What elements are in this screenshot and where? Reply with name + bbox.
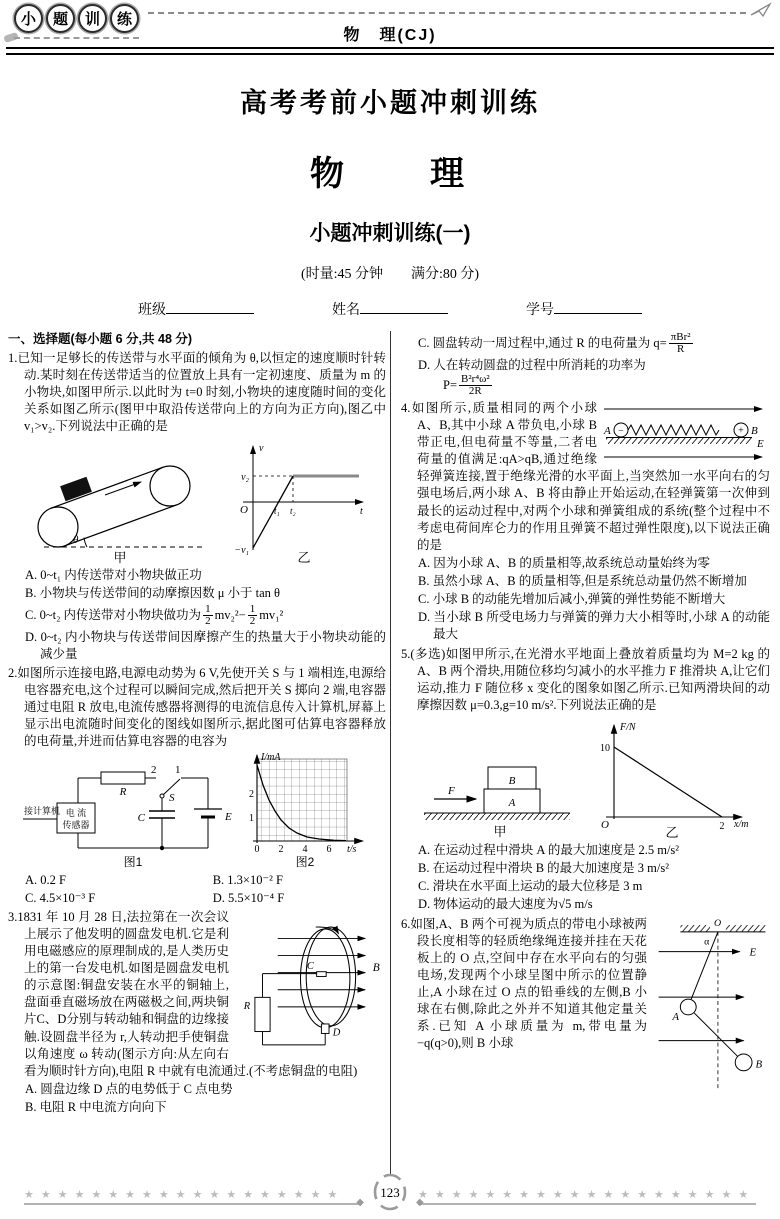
stacked-blocks-figure [412,717,580,839]
q4-text: A − + B E 4.如图所示,质量相同的两个小球 A、B,其中小球 A 带负电,小球 B 带正电,但电荷量不等量,二者电荷量的值满足:qA>qB,通过绝缘轻弹簧连接,置于绝缘光滑的水平面上,当突然加一水平向右的匀强电场后,两小球 A、B 将由静止开始运动,在轻弹簧第一次伸到最长的运动过程中,对两个小球和弹簧组成的系统(整个过程中不考虑电荷间库仑力的作用且弹簧不超过弹性限度),以下说法正确的是 [401,400,770,552]
section-heading: 一、选择题(每小题 6 分,共 48 分) [8,331,193,346]
q5-option-d: D. 物体运动的最大速度为√5 m/s [418,897,593,912]
header-dashed-line [148,12,746,14]
discharge-current-graph [239,753,371,869]
class-blank [166,300,254,314]
contact-c-label: C [306,960,314,972]
i-axis-label: I/mA [261,753,281,764]
disk-generator-figure [234,911,386,1059]
q5-text: 5.(多选)如图甲所示,在光滑水平地面上叠放着质量均为 M=2 kg 的 A、B 两个滑块,用随位移均匀减小的水平推力 F 推滑块 A,让它们运动,推力 F 随位移 x 变化的图象如图乙所示.已知两滑块间的动摩擦因数 μ=0.3,g=10 m/s².下列说法正确的是 [401,646,770,712]
q4-option-a: A. 因为小球 A、B 的质量相等,故系统总动量始终为零 [418,555,711,570]
logo-char: 练 [110,4,139,33]
diamond-icon: ◆ [416,1197,424,1208]
x-axis-label: x/m [734,819,749,831]
q5-option-a: A. 在运动过程中滑块 A 的最大加速度是 2.5 m/s² [418,843,680,858]
y-tick-10: 10 [600,743,610,755]
question-5 [401,646,770,914]
q5-option-b: B. 在运动过程中滑块 B 的最大加速度是 3 m/s² [418,861,669,876]
v2-label: v₂ [241,472,249,484]
resistor-label: R [119,786,127,799]
page-header [0,0,780,47]
logo-char: 题 [46,4,75,33]
q3-option-d: D. 人在转动圆盘的过程中所消耗的功率为 P= $\frac{\text{B²r⁴ω²}}{2R}$ [418,357,646,398]
x-tick-0: 0 [254,844,260,856]
q5-figures [401,717,770,839]
q6-text: O α A B E 6.如图,A、B 两个可视为质点的带电小球被两段长度相等的轻质绝缘绳连接并挂在天花板上的 O 点,空间中存在水平向右的匀强电场,发现两个小球呈图中所示的位置静止,A 小球在过 O 点的铅垂线的左侧,B 小球在右侧,除此之外并不知道其他定量关系.已知 A 小球质量为 m,带电量为 −q(q>0),则 B 小球 [401,916,770,1053]
doc-meta: (时量:45 分钟 满分:80 分) [300,266,480,282]
question-6 [401,916,770,1070]
fig1-caption: 图1 [123,855,143,870]
question-1 [8,350,386,663]
to-computer-label: 接计算机 [24,806,61,817]
fig-caption-jia: 甲 [493,824,507,840]
minus-sign: − [618,425,624,437]
x-tick-6: 6 [326,844,332,856]
id-field: 学号 [526,299,642,319]
contact-d-label: D [332,1027,341,1039]
fig-caption-jia: 甲 [113,550,127,565]
student-fields [0,299,780,319]
name-blank [360,300,448,314]
q3-option-c: C. 圆盘转动一周过程中,通过 R 的电荷量为 q= $\frac{\text{πBr²}}{R}$ [418,330,691,356]
q1-option-d: D. 0~t₂ 内小物块与传送带间因摩擦产生的热量大于小物块动能的减少量 [25,629,386,661]
question-4 [401,400,770,644]
q1-option-a: A. 0~t₁ 内传送带对小物块做正功 [25,568,202,583]
spring-charges-figure [602,402,770,464]
switch-label: S [169,792,175,805]
diamond-icon: ◆ [356,1197,364,1208]
name-field: 姓名 [332,299,448,319]
force-f-label: F [448,785,455,798]
page-footer [0,1171,780,1208]
doc-subject: 物 理 [310,154,470,193]
terminal-1-label: 1 [175,764,181,777]
ball-b-label: B [751,424,758,437]
t1-label: t₁ [274,506,280,517]
x-tick-2: 2 [278,844,284,856]
question-2 [8,665,386,907]
q1-option-b: B. 小物块与传送带间的动摩擦因数 μ 小于 tan θ [25,586,281,601]
q4-option-d: D. 当小球 B 所受电场力与弹簧的弹力大小相等时,小球 A 的动能最大 [418,610,770,642]
q2-option-b: B. 1.3×10⁻² F [212,873,283,888]
v-axis-label: v [259,443,264,455]
header-double-rule [6,47,774,55]
q2-options [8,872,386,906]
t-axis-label: t/s [347,844,357,856]
x-tick-4: 4 [302,844,308,856]
q1-option-c: C. 0~t₂ 内传送带对小物块做功为 $\frac{1}{2}$ mv₂²− $\frac{1}{2}$ mv₁² [25,602,284,628]
footer-rule-right [416,1197,756,1208]
origin-label: O [240,504,248,517]
y-tick-2: 2 [249,789,254,801]
q3-number: 3. [8,909,18,924]
q2-option-d: D. 5.5×10⁻⁴ F [212,890,285,905]
q6-number: 6. [401,916,411,931]
q5-number: 5. [401,646,411,661]
q2-number: 2. [8,665,18,680]
ball-a-label: A [672,1010,680,1023]
ball-a-label: A [604,424,611,437]
q5-option-c: C. 滑块在水平面上运动的最大位移是 3 m [418,879,643,894]
b-field-label: B [372,961,380,974]
f-axis-label: F/N [620,722,636,734]
q4-number: 4. [401,400,411,415]
conveyor-belt-figure [20,438,215,564]
class-field: 班级 [138,299,254,319]
alpha-label: α [704,936,710,948]
theta-label: θ [73,534,79,547]
paper-plane-icon [750,2,772,22]
footer-right [416,1188,756,1208]
q1-figures [8,438,386,564]
q1-text: 1.已知一足够长的传送带与水平面的倾角为 θ,以恒定的速度顺时针转动.某时刻在传送带适当的位置放上具有一定初速度、质量为 m 的小物块,如图甲所示.以此时为 t=0 时刻,小物块的速度随时间的变化关系如图乙所示(图甲中取沿传送带向上的方向为正方向),图乙中 v₁>v₂.下列说法中正确的是 [8,350,386,434]
right-column [390,331,774,1176]
q2-option-c: C. 4.5×10⁻³ F [25,890,96,905]
y-tick-1: 1 [249,813,254,825]
q1-number: 1. [8,350,18,365]
id-blank [554,300,642,314]
point-o-label: O [713,917,722,929]
fx-graph-figure [584,717,759,839]
q3-option-b: B. 电阻 R 中电流方向向下 [25,1100,167,1115]
origin-label: O [601,819,609,832]
x-tick-2: 2 [719,821,725,833]
block-b-label: B [508,775,516,788]
logo-char: 训 [78,4,107,33]
title-block [0,81,780,319]
left-column [6,331,390,1176]
vt-graph-figure [219,438,374,564]
ball-b-label: B [755,1057,763,1070]
q2-figures [8,753,386,869]
field-e-label: E [749,946,757,959]
t2-label: t₂ [290,506,296,517]
capacitor-label: C [137,812,145,825]
question-3-continued [401,332,770,398]
block-a-label: A [508,797,516,810]
plus-sign: + [738,425,744,437]
q2-option-a: A. 0.2 F [25,873,66,888]
footer-rule-left [24,1197,364,1208]
current-sensor-label: 电 流 [65,808,87,819]
q2-text: 2.如图所示连接电路,电源电动势为 6 V,先使开关 S 与 1 端相连,电源给电容器充电,这个过程可以瞬间完成,然后把开关 S 掷向 2 端,电容器通过电阻 R 放电,电流传感器将测得的电流信息传入计算机,屏幕上显示出电流随时间变化的图线如图所示,据此图可估算电容器释放的电荷量,并进而估算电容器的电容为 [8,665,386,749]
neg-v1-label: −v₁ [234,545,249,557]
doc-title: 高考考前小题冲刺训练 [240,87,540,118]
doc-subtitle: 小题冲刺训练(一) [309,221,471,245]
current-sensor-label2: 传感器 [62,820,90,831]
fig2-caption: 图2 [295,855,315,870]
pendulum-field-figure [652,918,770,1094]
q3-option-a: A. 圆盘边缘 D 点的电势低于 C 点电势 [25,1081,233,1096]
fig-caption-yi: 乙 [665,825,679,840]
body-columns [6,331,774,1176]
question-3 [8,909,386,1117]
battery-label: E [225,811,232,824]
footer-left [24,1188,364,1208]
fig-caption-yi: 乙 [297,550,311,565]
q4-option-b: B. 虽然小球 A、B 的质量相等,但是系统总动量仍然不断增加 [418,574,747,589]
logo-char: 小 [14,4,43,33]
resistor-r-label: R [243,1000,251,1012]
star-row-right: ★★★★★★★★★★★★★★★★★★★★ [418,1188,756,1201]
terminal-2-label: 2 [151,764,157,777]
rc-circuit-figure [23,763,235,869]
q3-text: B C R D 3.1831 年 10 月 28 日,法拉第在一次会议上展示了他发明的圆盘发电机.它是利用电磁感应的原理制成的,是人类历史上的第一台发电机.如图是圆盘发电机的示意图:铜盘安装在水平的铜轴上,盘面垂直磁场放在两磁极之间,两块铜片C、D分别与转动轴和铜盘的边缘接触.设圆盘半径为 r,人转动把手使铜盘以角速度 ω 转动(图示方向:从左向右看为顺时针方向),电阻 R 中就有电流通过.(不考虑铜盘的电阻) [8,909,386,1080]
page-number: 123 [380,1185,400,1200]
page-number-badge [370,1171,410,1213]
q4-option-c: C. 小球 B 的动能先增加后减小,弹簧的弹性势能不断增大 [418,592,726,607]
star-row-left: ★★★★★★★★★★★★★★★★★★★ [24,1188,345,1201]
header-subject-label: 物 理(CJ) [343,27,437,44]
t-axis-label: t [360,506,363,518]
field-e-label: E [757,437,764,450]
